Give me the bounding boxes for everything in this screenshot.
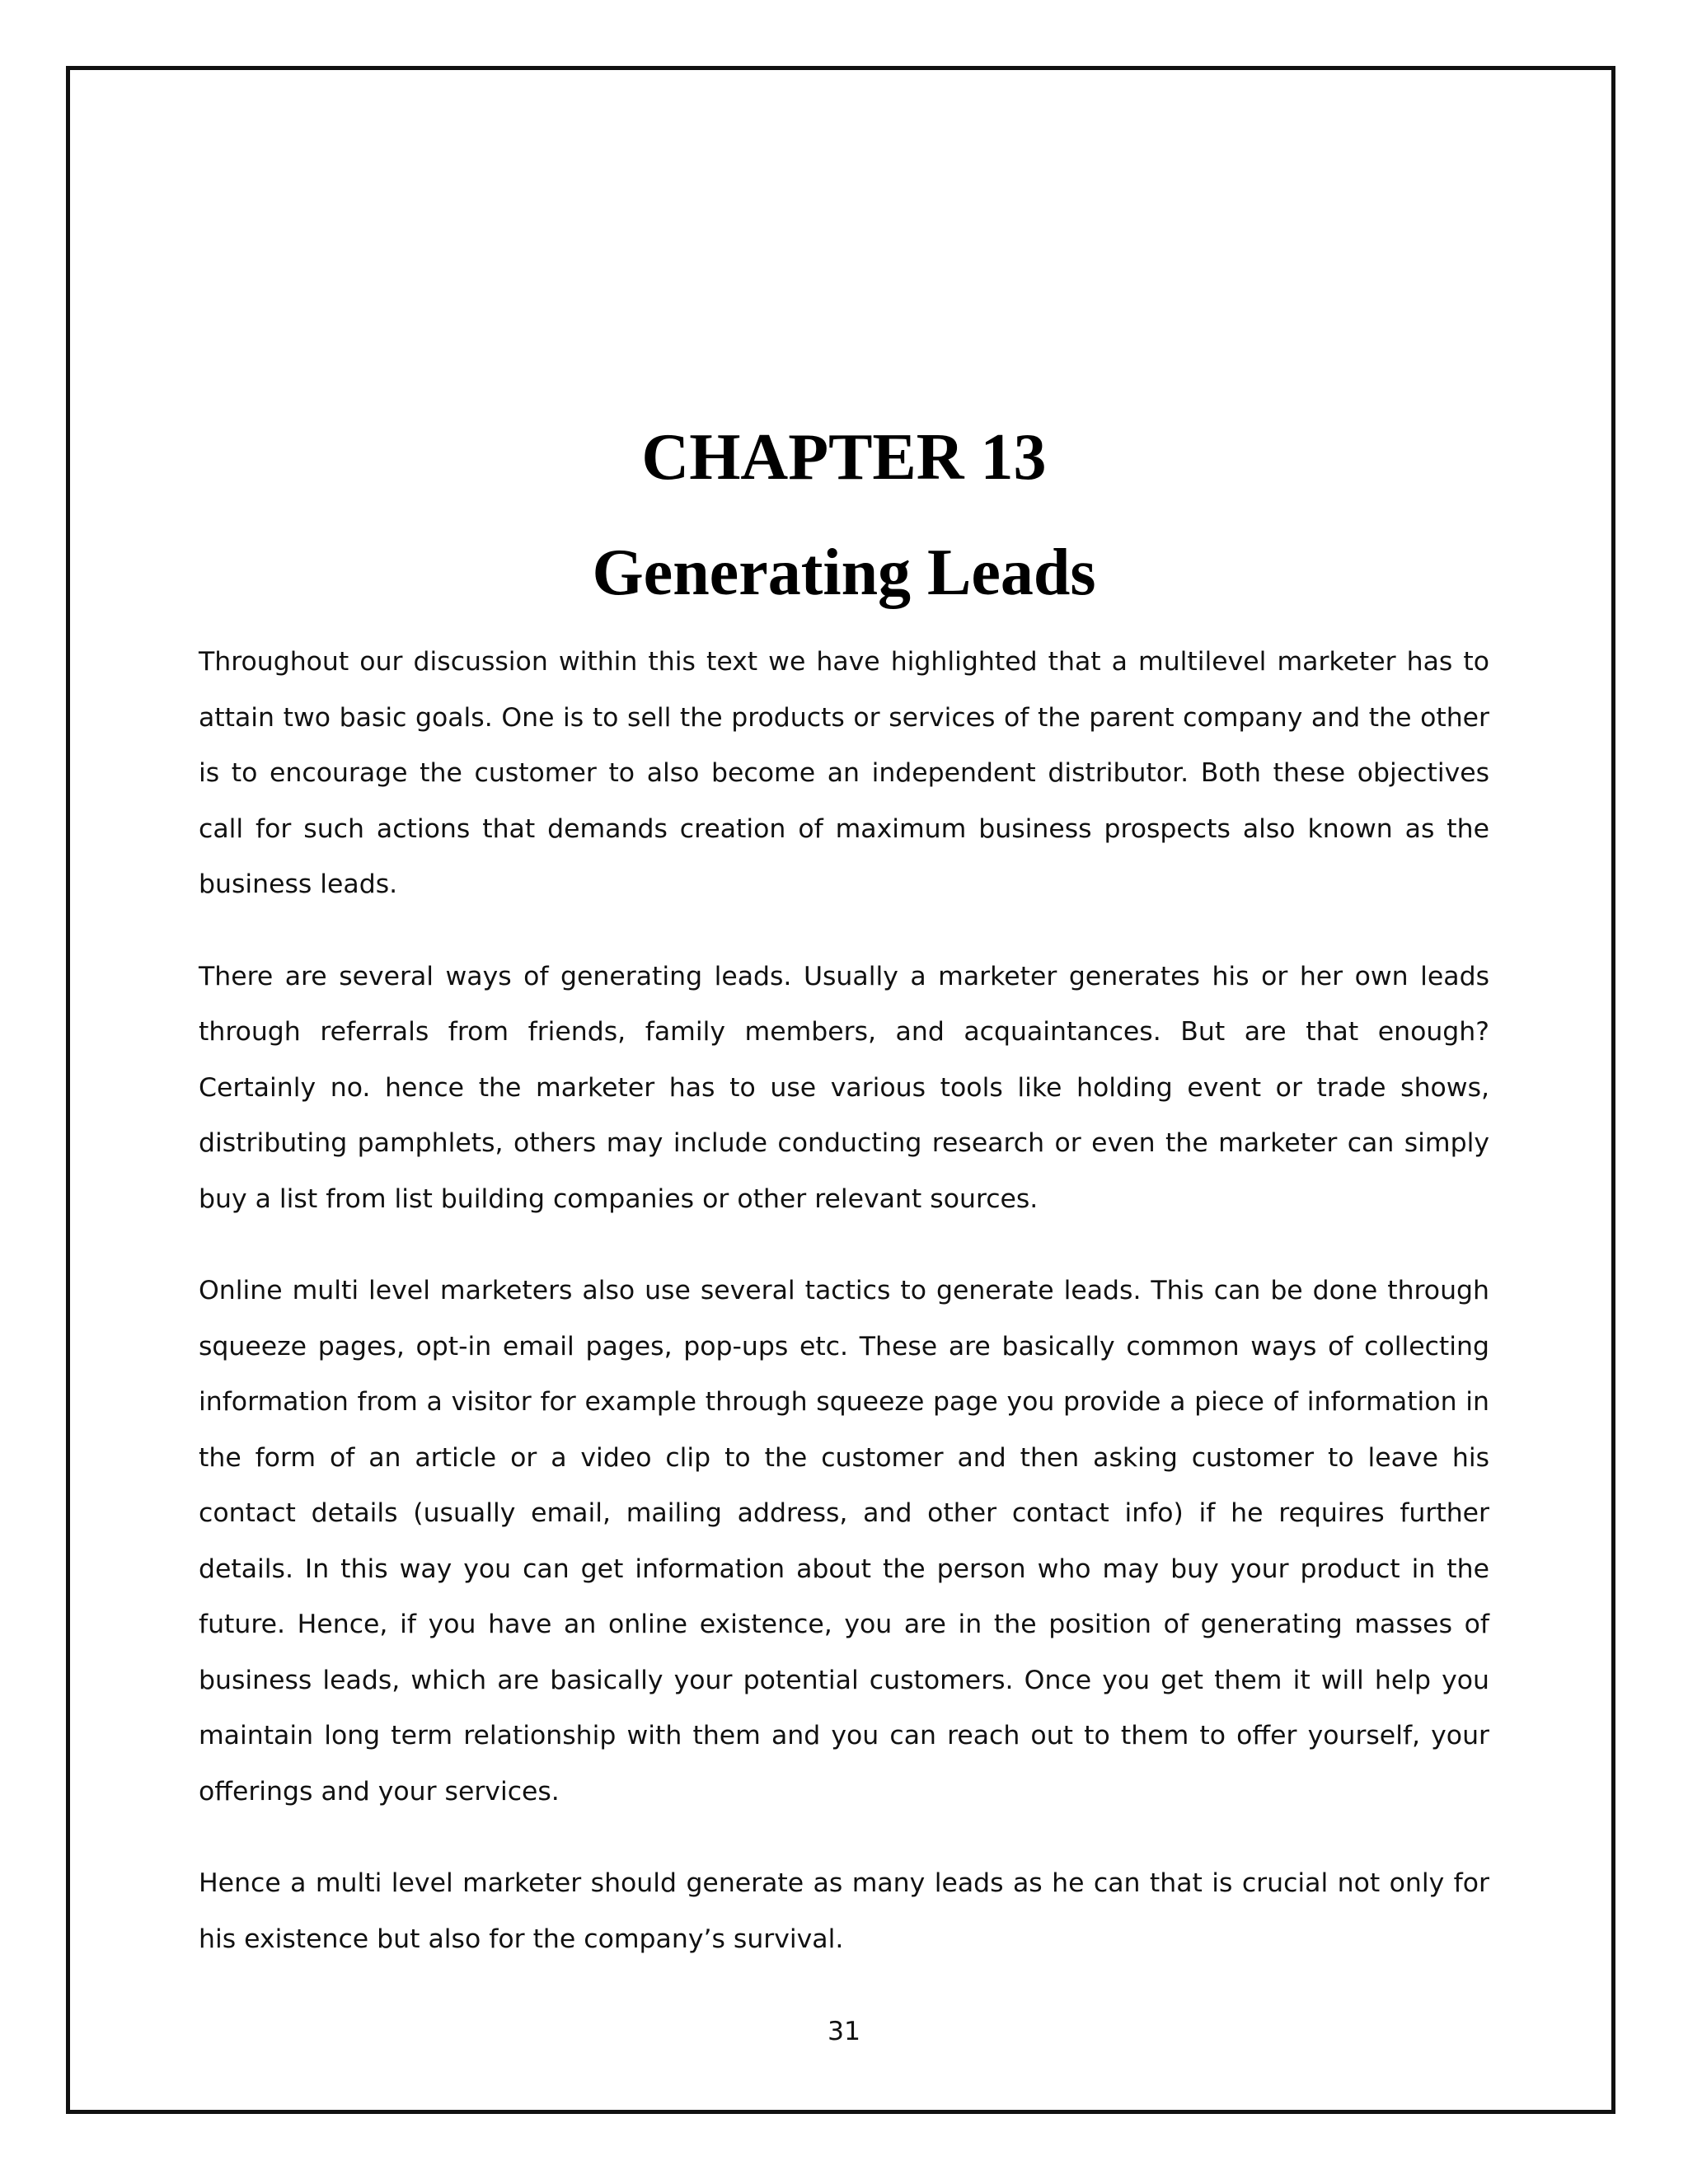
paragraph-4: Hence a multi level marketer should generate as many leads as he can that is crucial not only for his existence but also for the company’s survival. <box>199 1868 1489 1954</box>
page-number: 31 <box>827 2017 861 2046</box>
chapter-title: Generating Leads <box>592 537 1096 609</box>
paragraph-1: Throughout our discussion within this text we have highlighted that a multilevel marketer has to attain two basic goals. One is to sell the products or services of the parent company and the other is to encourage the customer to also become an independent distributor. Both these objectives call for such actions that demands creation of maximum business prospects also known as the business leads. <box>199 647 1489 899</box>
paragraph-3: Online multi level marketers also use several tactics to generate leads. This can be done through squeeze pages, opt-in email pages, pop-ups etc. These are basically common ways of collecting information from a visitor for example through squeeze page you provide a piece of information in the form of an article or a video clip to the customer and then asking customer to leave his contact details (usually email, mailing address, and other contact info) if he requires further details. In this way you can get information about the person who may buy your product in the future. Hence, if you have an online existence, you are in the position of generating masses of business leads, which are basically your potential customers. Once you get them it will help you maintain long term relationship with them and you can reach out to them to offer yourself, your offerings and your services. <box>199 1276 1489 1807</box>
body-text <box>199 635 1489 2004</box>
chapter-number: CHAPTER 13 <box>641 421 1047 494</box>
paragraph-2: There are several ways of generating leads. Usually a marketer generates his or her own leads through referrals from friends, family members, and acquaintances. But are that enough? Certainly no. hence the marketer has to use various tools like holding event or trade shows, distributing pamphlets, others may include conducting research or even the marketer can simply buy a list from list building companies or other relevant sources. <box>199 961 1489 1214</box>
